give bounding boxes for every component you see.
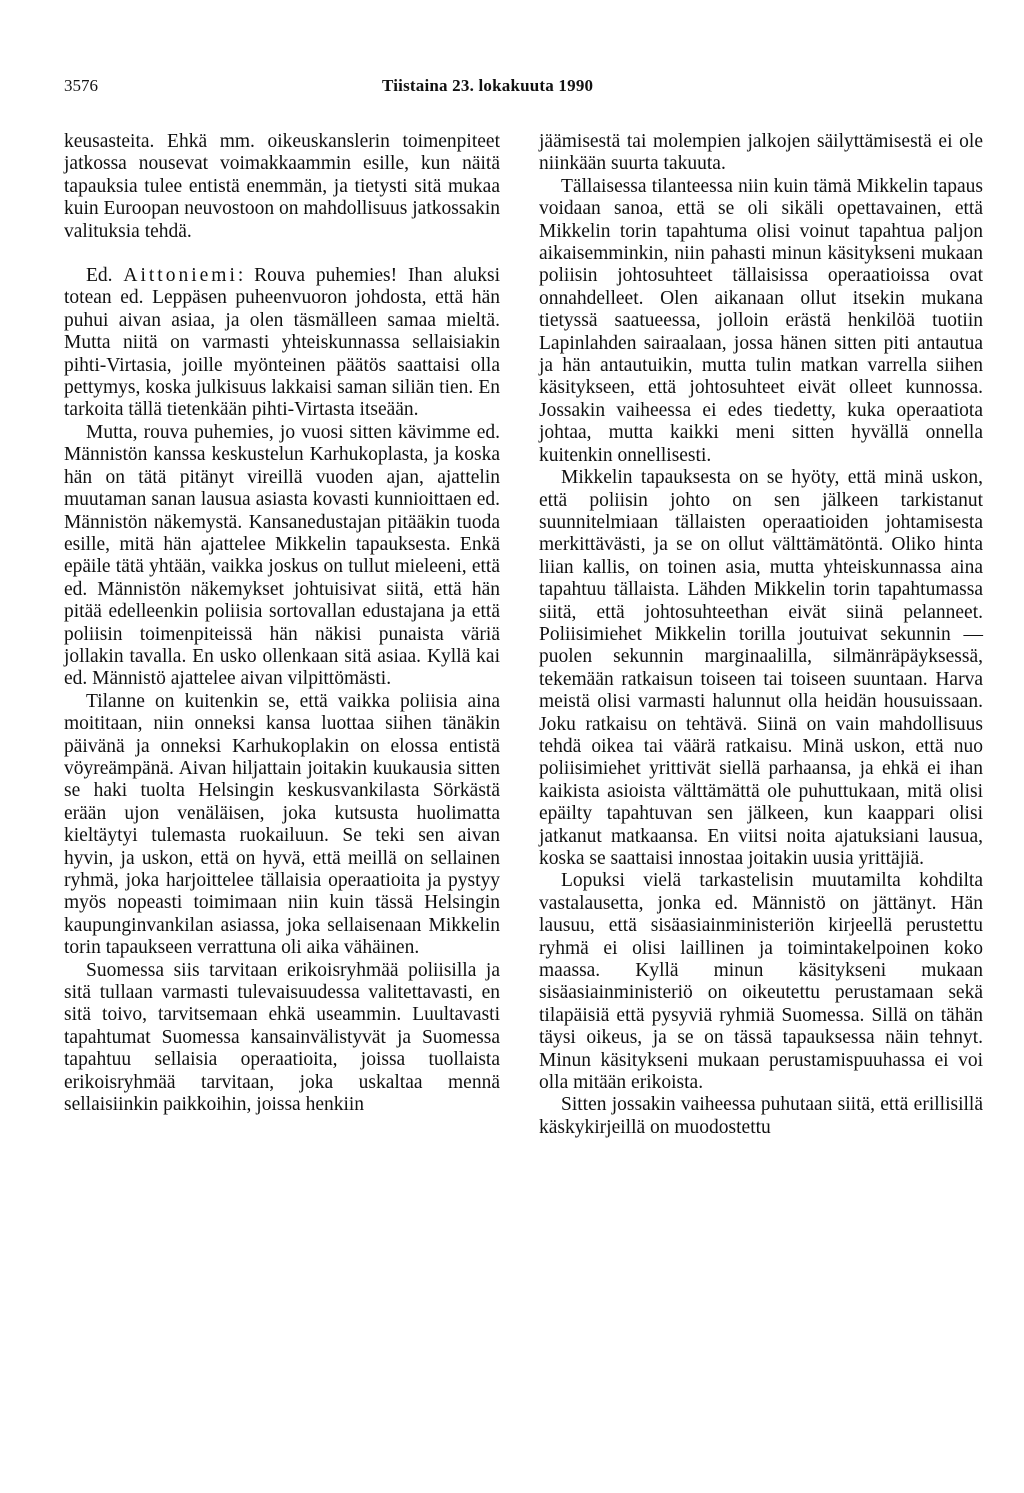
speaker-name: Aittoniemi <box>123 265 238 287</box>
paragraph: Mutta, rouva puhemies, jo vuosi sitten kävimme ed. Männistön kanssa keskustelun Karhukoplasta, ja koska hän on tätä pitänyt vireillä vuoden ajan, ajattelin muutaman sanan lausua asiasta kovasti kunnioittaen ed. Männistön näkemystä. Kansanedustajan pitääkin tuoda esille, mitä hän ajattelee Mikkelin tapauksesta. Enkä epäile tätä yhtään, vaikka joskus on tullut mieleeni, että ed. Männistön näkemykset johtuisivat siitä, että hän pitää edelleenkin poliisia sortovallan edustajana ja että poliisin toimenpiteissä hän näkisi punaista väriä jollakin tavalla. En usko ollenkaan sitä asiaa. Kyllä kai ed. Männistö ajattelee aivan vilpittömästi. <box>64 421 500 690</box>
running-title: Tiistaina 23. lokakuuta 1990 <box>382 76 594 95</box>
paragraph: Lopuksi vielä tarkastelisin muutamilta kohdilta vastalausetta, jonka ed. Männistö on jättänyt. Hän lausuu, että sisäasiainministeriön kirjeellä perustettu ryhmä ei olisi laillinen ja toimintakelpoinen koko maassa. Kyllä minun käsitykseni mukaan sisäasiainministeriö on oikeutettu perustamaan sekä tilapäisiä että pysyviä ryhmiä Suomessa. Sillä on tähän täysi oikeus, ja se on tässä tapauksessa näin tehnyt. Minun käsitykseni mukaan perustamispuuhassa ei voi olla mitään erikoista. <box>539 870 983 1094</box>
left-column <box>64 131 500 1116</box>
paragraph-text: : Rouva puhemies! Ihan aluksi totean ed. Leppäsen puheenvuoron johdosta, että hän puhui aivan asiaa, ja olen täsmälleen samaa mieltä. Mutta niitä on varmasti yhteiskunnassa sellaisiakin pihti-Virtasia, joille myönteinen päätös saattaisi olla pettymys, koska julkisuus lakkaisi saman siliän tien. En tarkoita tällä tietenkään pihti-Virtasta itseään. <box>64 265 501 421</box>
paragraph: jäämisestä tai molempien jalkojen säilyttämisestä ei ole niinkään suurta takuuta. <box>539 131 983 175</box>
paragraph: keusasteita. Ehkä mm. oikeuskanslerin toimenpiteet jatkossa nousevat voimakkaammin esille, kun näitä tapauksia tulee entistä enemmän, ja tietysti sitä mukaa kuin Euroopan neuvostoon on mahdollisuus jatkossakin valituksia tehdä. <box>64 131 501 242</box>
paragraph: Sitten jossakin vaiheessa puhutaan siitä, että erillisillä käskykirjeillä on muodostettu <box>539 1094 983 1138</box>
page-number: 3576 <box>64 76 98 95</box>
speaker-prefix: Ed. <box>86 265 113 287</box>
paragraph: Suomessa siis tarvitaan erikoisryhmää poliisilla ja sitä tullaan varmasti tulevaisuudessa valitettavasti, en sitä toivo, tarvitsemaan ehkä useammin. Luultavasti tapahtumat Suomessa kansainvälistyvät ja Suomessa tapahtuu sellaisia operaatioita, joissa tuollaista erikoisryhmää tarvitaan, joka uskaltaa mennä sellaisiinkin paikkoihin, joissa henkiin <box>64 959 500 1116</box>
page-header <box>64 76 984 100</box>
paragraph: Tällaisessa tilanteessa niin kuin tämä Mikkelin tapaus voidaan sanoa, että se oli sikäli opettavainen, että Mikkelin torin tapahtuma olisi voinut tapahtua paljon aikaisemminkin, niin pahasti minun käsitykseni mukaan poliisin johtosuhteet tällaisissa operaatioissa ovat onnahdelleet. Olen aikanaan ollut itsekin mukana tietyssä saatueessa, jolloin erästä henkilöä tuotiin Lapinlahden sairaalaan, jossa hänen sitten piti antautua ja hän antautuikin, mutta tulin matkan varrella siihen käsitykseen, että johtosuhteet eivät olleet kunnossa. Jossakin vaiheessa ei edes tiedetty, kuka operaatiota johtaa, mutta kaikki meni sitten hyvällä onnella kuitenkin onnellisesti. <box>539 175 983 466</box>
right-column <box>539 131 983 1139</box>
paragraph: Tilanne on kuitenkin se, että vaikka poliisia aina moititaan, niin onneksi kansa luottaa siihen tänäkin päivänä ja onneksi Karhukoplakin on elossa entistä vöyreämpänä. Aivan hiljattain joitakin kuukausia sitten se haki tuolta Helsingin keskusvankilasta Sörkästä erään ujon venäläisen, joka kutsusta huolimatta kieltäytyi tulemasta ruokailuun. Se teki sen aivan hyvin, ja uskon, että on hyvä, että meillä on sellainen ryhmä, joka harjoittelee tällaisia operaatioita ja pystyy myös nopeasti toimimaan niin kuin tässä Helsingin kaupunginvankilan asiassa, joka sellaisenaan Mikkelin torin tapaukseen verrattuna oli aika vähäinen. <box>64 690 500 959</box>
speaker-paragraph <box>64 265 500 422</box>
paragraph: Mikkelin tapauksesta on se hyöty, että minä uskon, että poliisin johto on sen jälkeen tarkistanut suunnitelmiaan tällaisten operaatioiden johtamisesta merkittävästi, ja se on ollut välttämätöntä. Oliko hinta liian kallis, on toinen asia, mutta yhteiskunnassa aina tapahtuu tällaista. Lähden Mikkelin torin tapahtumassa siitä, että johtosuhteethan eivät siinä pelanneet. Poliisimiehet Mikkelin torilla joutuivat sekunnin — puolen sekunnin marginaalilla, silmänräpäyksessä, tekemään ratkaisun toiseen tai toiseen suuntaan. Harva meistä olisi varmasti halunnut olla heidän housuissaan. Joku ratkaisu on tehtävä. Siinä on vain mahdollisuus tehdä oikea tai väärä ratkaisu. Minä uskon, että nuo poliisimiehet yrittivät siellä parhaansa, ja ehkä ei ihan kaikista asioista välttämättä ole puhuttukaan, mitä olisi epäilty tapahtuvan sen jälkeen, kun kaappari olisi jatkanut matkaansa. En viitsi noita ajatuksiani lausua, koska se saattaisi innostaa joitakin uusia yrittäjiä. <box>539 467 983 869</box>
